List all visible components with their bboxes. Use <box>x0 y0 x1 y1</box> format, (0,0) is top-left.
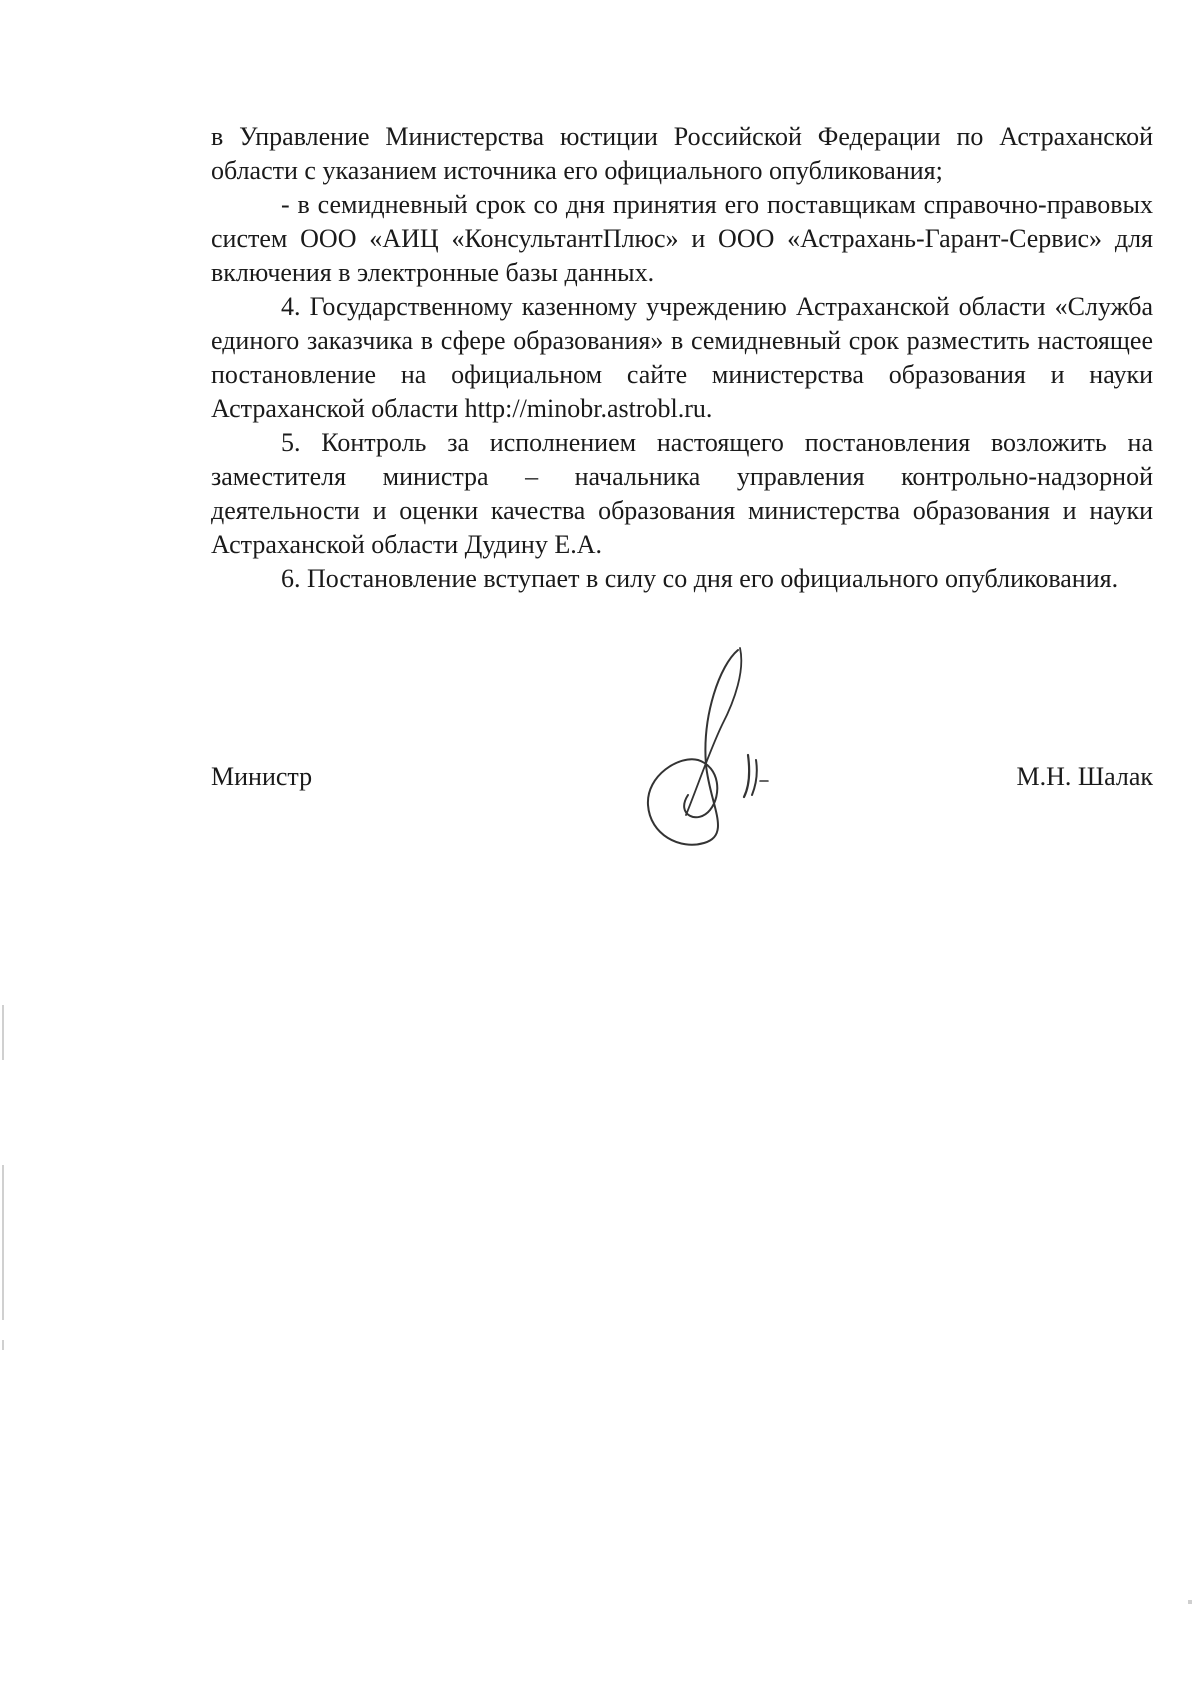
paragraph-item-4: 4. Государственному казенному учреждению Астраханской области «Служба единого заказчика в сфере образования» в семидневный срок разместить настоящее постановление на официальном сайте министерства образования и науки Астраханской области http://minobr.astrobl.ru. <box>211 292 1153 423</box>
paragraph-continuation: в Управление Министерства юстиции Российской Федерации по Астраханской области с указанием источника его официального опубликования; <box>211 122 1153 185</box>
paragraph-item-6: 6. Постановление вступает в силу со дня его официального опубликования. <box>281 564 1119 593</box>
scan-artifact-line <box>2 1165 4 1320</box>
handwritten-signature-icon <box>640 645 790 860</box>
document-body <box>211 120 1153 596</box>
signatory-name: М.Н. Шалак <box>1016 762 1153 791</box>
scan-artifact-line <box>2 1005 4 1060</box>
paragraph-legal-system-providers: - в семидневный срок со дня принятия его поставщикам справочно-правовых систем ООО «АИЦ «КонсультантПлюс» и ООО «Астрахань-Гарант-Сервис» для включения в электронные базы данных. <box>211 190 1153 287</box>
scan-artifact-dot <box>1188 1600 1192 1604</box>
signatory-title: Министр <box>211 762 313 791</box>
scan-artifact-line <box>2 1340 4 1350</box>
paragraph-item-5: 5. Контроль за исполнением настоящего постановления возложить на заместителя министра – начальника управления контрольно-надзорной деятельности и оценки качества образования министерства образования и науки Астраханской области Дудину Е.А. <box>211 428 1153 559</box>
